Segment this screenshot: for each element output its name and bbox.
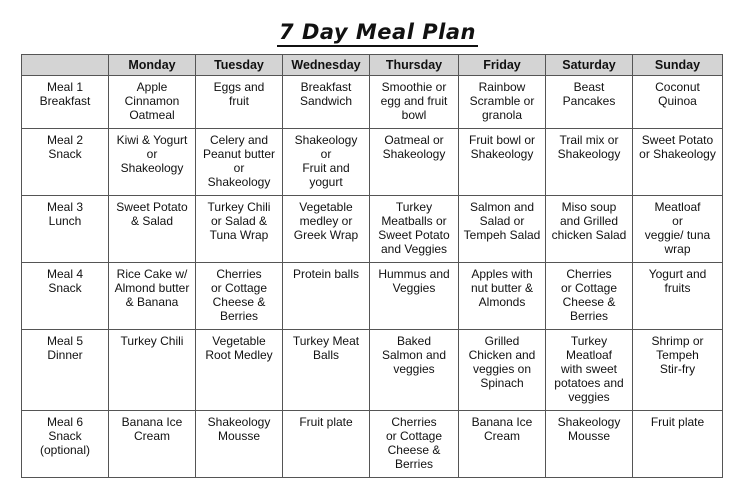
- table-row: [22, 196, 723, 263]
- table-cell: Fruit bowl or Shakeology: [459, 129, 546, 196]
- header-thursday: Thursday: [370, 55, 459, 76]
- table-cell: Trail mix or Shakeology: [546, 129, 633, 196]
- meal-label: Meal 6 Snack (optional): [22, 411, 109, 478]
- table-row: [22, 129, 723, 196]
- table-cell: Fruit plate: [633, 411, 723, 478]
- table-cell: Cherries or Cottage Cheese & Berries: [546, 263, 633, 330]
- table-cell: Sweet Potato or Shakeology: [633, 129, 723, 196]
- table-cell: Shakeology or Fruit and yogurt: [283, 129, 370, 196]
- table-cell: Apple Cinnamon Oatmeal: [109, 76, 196, 129]
- page-title: [0, 20, 755, 44]
- table-cell: Shakeology Mousse: [196, 411, 283, 478]
- header-sunday: Sunday: [633, 55, 723, 76]
- table-cell: Shakeology Mousse: [546, 411, 633, 478]
- table-cell: Turkey Chili or Salad & Tuna Wrap: [196, 196, 283, 263]
- table-cell: Shrimp or Tempeh Stir-fry: [633, 330, 723, 411]
- table-cell: Meatloaf or veggie/ tuna wrap: [633, 196, 723, 263]
- header-tuesday: Tuesday: [196, 55, 283, 76]
- meal-label: Meal 1 Breakfast: [22, 76, 109, 129]
- meal-label: Meal 2 Snack: [22, 129, 109, 196]
- table-cell: Baked Salmon and veggies: [370, 330, 459, 411]
- table-cell: Turkey Meatballs or Sweet Potato and Veggies: [370, 196, 459, 263]
- table-cell: Hummus and Veggies: [370, 263, 459, 330]
- table-cell: Beast Pancakes: [546, 76, 633, 129]
- meal-label: Meal 5 Dinner: [22, 330, 109, 411]
- table-row: [22, 330, 723, 411]
- table-cell: Turkey Meatloaf with sweet potatoes and veggies: [546, 330, 633, 411]
- table-cell: Miso soup and Grilled chicken Salad: [546, 196, 633, 263]
- table-cell: Kiwi & Yogurt or Shakeology: [109, 129, 196, 196]
- table-cell: Cherries or Cottage Cheese & Berries: [370, 411, 459, 478]
- table-cell: Grilled Chicken and veggies on Spinach: [459, 330, 546, 411]
- header-friday: Friday: [459, 55, 546, 76]
- table-row: [22, 263, 723, 330]
- header-saturday: Saturday: [546, 55, 633, 76]
- meal-plan-table: [21, 54, 723, 478]
- table-cell: Breakfast Sandwich: [283, 76, 370, 129]
- table-cell: Oatmeal or Shakeology: [370, 129, 459, 196]
- table-cell: Coconut Quinoa: [633, 76, 723, 129]
- table-cell: Turkey Meat Balls: [283, 330, 370, 411]
- header-corner: [22, 55, 109, 76]
- table-cell: Cherries or Cottage Cheese & Berries: [196, 263, 283, 330]
- table-cell: Banana Ice Cream: [109, 411, 196, 478]
- table-cell: Apples with nut butter & Almonds: [459, 263, 546, 330]
- table-cell: Vegetable medley or Greek Wrap: [283, 196, 370, 263]
- table-cell: Banana Ice Cream: [459, 411, 546, 478]
- table-cell: Celery and Peanut butter or Shakeology: [196, 129, 283, 196]
- page-title-text: 7 Day Meal Plan: [277, 20, 478, 47]
- header-wednesday: Wednesday: [283, 55, 370, 76]
- table-cell: Eggs and fruit: [196, 76, 283, 129]
- table-cell: Protein balls: [283, 263, 370, 330]
- meal-label: Meal 3 Lunch: [22, 196, 109, 263]
- table-cell: Salmon and Salad or Tempeh Salad: [459, 196, 546, 263]
- table-cell: Smoothie or egg and fruit bowl: [370, 76, 459, 129]
- table-cell: Rainbow Scramble or granola: [459, 76, 546, 129]
- table-cell: Turkey Chili: [109, 330, 196, 411]
- header-row: [22, 55, 723, 76]
- table-cell: Sweet Potato & Salad: [109, 196, 196, 263]
- table-cell: Yogurt and fruits: [633, 263, 723, 330]
- table-cell: Fruit plate: [283, 411, 370, 478]
- table-row: [22, 411, 723, 478]
- table-cell: Rice Cake w/ Almond butter & Banana: [109, 263, 196, 330]
- table-cell: Vegetable Root Medley: [196, 330, 283, 411]
- meal-label: Meal 4 Snack: [22, 263, 109, 330]
- table-row: [22, 76, 723, 129]
- header-monday: Monday: [109, 55, 196, 76]
